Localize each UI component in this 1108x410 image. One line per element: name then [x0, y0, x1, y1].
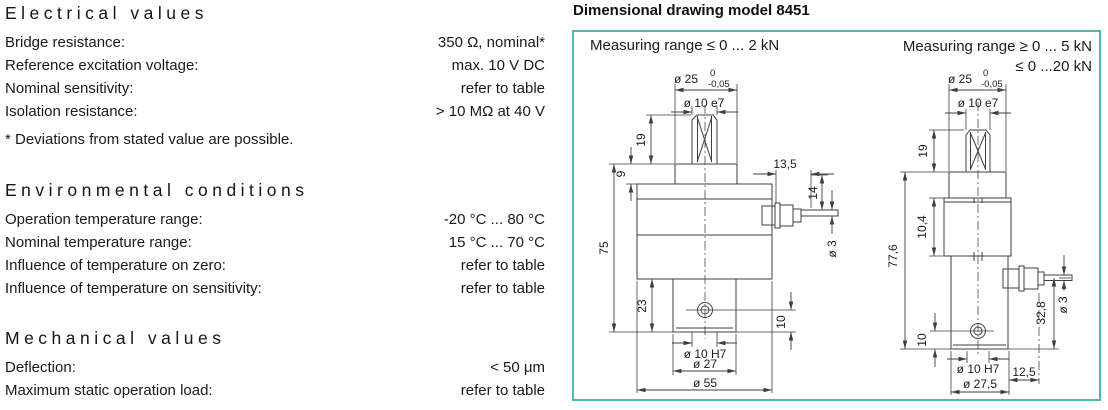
spec-label: Operation temperature range: — [5, 211, 203, 228]
dim-label-32-8: 32,8 — [1034, 301, 1048, 325]
dim-label-10: 10 — [774, 315, 788, 329]
dim-label-9: 9 — [614, 170, 628, 178]
sensor-drawing-low-range — [574, 57, 844, 402]
dim-label-dia25: ø 25 — [948, 72, 973, 86]
spec-row — [5, 54, 545, 77]
spec-row — [5, 379, 545, 402]
dim-label-dia10e7: ø 10 e7 — [957, 96, 999, 110]
dim-label-dia10h7: ø 10 H7 — [683, 347, 727, 361]
spec-value: > 10 MΩ at 40 V — [435, 103, 545, 120]
spec-label: Bridge resistance: — [5, 34, 126, 51]
dim-label-19: 19 — [916, 144, 930, 158]
spec-label: Influence of temperature on zero: — [5, 257, 226, 274]
spec-row — [5, 254, 545, 277]
measuring-range-caption-left: Measuring range ≤ 0 ... 2 kN — [590, 37, 780, 54]
dim-label-dia27-5: ø 27,5 — [962, 377, 998, 391]
spec-label: Maximum static operation load: — [5, 382, 213, 399]
cable-connector — [1003, 266, 1072, 291]
dim-label-14: 14 — [806, 186, 820, 200]
caption-line-2: ≤ 0 ...20 kN — [1015, 58, 1092, 75]
section-title: Environmental conditions — [5, 180, 309, 200]
dim-label-77-6: 77,6 — [886, 244, 900, 268]
spec-value: refer to table — [460, 280, 545, 297]
spec-rows — [5, 31, 545, 123]
spec-label: Nominal temperature range: — [5, 234, 192, 251]
dim-label-dia55: ø 55 — [692, 376, 718, 390]
spec-label: Reference excitation voltage: — [5, 57, 199, 74]
spec-value: 15 °C ... 70 °C — [448, 234, 545, 251]
dim-label-dia27: ø 27 — [692, 357, 718, 371]
dim-label-19: 19 — [634, 133, 648, 147]
drawing-title: Dimensional drawing model 8451 — [573, 2, 810, 19]
spec-value: < 50 μm — [490, 359, 545, 376]
spec-value: 350 Ω, nominal* — [437, 34, 545, 51]
dim-label-tolerance-lower: -0,05 — [708, 79, 730, 90]
sensor-outline — [637, 115, 838, 332]
footnote: * Deviations from stated value are possible. — [5, 131, 294, 148]
spec-label: Deflection: — [5, 359, 76, 376]
dim-label-dia10h7: ø 10 H7 — [956, 362, 1000, 376]
spec-label: Influence of temperature on sensitivity: — [5, 280, 262, 297]
spec-row — [5, 356, 545, 379]
dim-label-75: 75 — [597, 241, 611, 255]
spec-label: Isolation resistance: — [5, 103, 138, 120]
spec-value: refer to table — [460, 257, 545, 274]
sensor-outline — [930, 130, 1072, 349]
spec-rows — [5, 356, 545, 402]
spec-label: Nominal sensitivity: — [5, 80, 134, 97]
spec-value: refer to table — [460, 382, 545, 399]
spec-row — [5, 100, 545, 123]
spec-row — [5, 77, 545, 100]
cable-connector — [762, 203, 838, 228]
spec-row — [5, 208, 545, 231]
spec-row — [5, 277, 545, 300]
dim-label-dia10e7: ø 10 e7 — [683, 96, 725, 110]
caption-line-1: Measuring range ≥ 0 ... 5 kN — [902, 38, 1092, 55]
section-title: Electrical values — [5, 3, 208, 23]
dim-label-tolerance-upper: 0 — [710, 68, 716, 79]
dim-label-13-5: 13,5 — [773, 157, 797, 171]
spec-value: refer to table — [460, 80, 545, 97]
section-environmental-conditions — [5, 178, 545, 300]
dim-label-tolerance-upper: 0 — [983, 68, 989, 79]
dim-label-tolerance-lower: -0,05 — [981, 79, 1003, 90]
dim-label-10: 10 — [915, 333, 929, 347]
dim-label-23: 23 — [635, 299, 649, 313]
section-title: Mechanical values — [5, 328, 226, 348]
spec-row — [5, 231, 545, 254]
spec-value: -20 °C ... 80 °C — [443, 211, 545, 228]
spec-row — [5, 31, 545, 54]
spec-value: max. 10 V DC — [451, 57, 545, 74]
dim-label-10-4: 10,4 — [915, 215, 929, 239]
section-electrical-values — [5, 1, 545, 149]
sensor-drawing-high-range — [852, 56, 1102, 406]
dim-label-dia3: ø 3 — [825, 240, 839, 258]
dim-label-dia3: ø 3 — [1056, 296, 1070, 314]
section-mechanical-values — [5, 326, 545, 402]
dim-label-dia25: ø 25 — [674, 72, 699, 86]
dim-label-12-5: 12,5 — [1012, 365, 1036, 379]
spec-rows — [5, 208, 545, 300]
dimensional-drawing-panel — [572, 30, 1101, 401]
